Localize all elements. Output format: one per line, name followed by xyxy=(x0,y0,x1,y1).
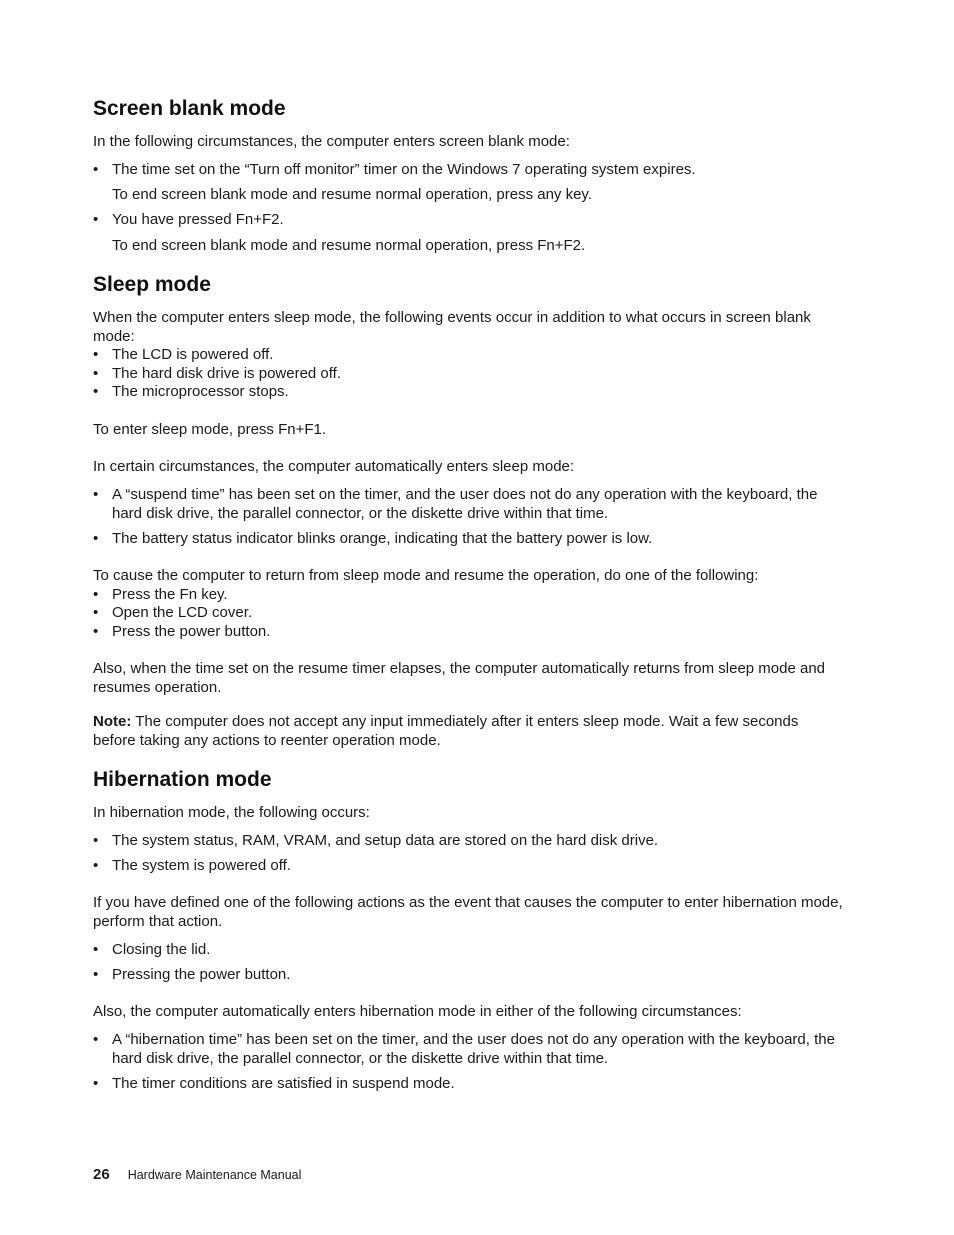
sleep-note xyxy=(93,712,845,750)
list-item: • The battery status indicator blinks orange, indicating that the battery power is low. xyxy=(93,530,653,547)
screen-blank-intro: In the following circumstances, the computer enters screen blank mode: xyxy=(93,133,570,150)
bullet: • xyxy=(93,486,99,503)
hibernation-intro: In hibernation mode, the following occurs: xyxy=(93,804,370,821)
heading-sleep-mode: Sleep mode xyxy=(93,273,211,296)
bullet: • xyxy=(93,857,99,874)
bullet: • xyxy=(93,832,99,849)
list-item: • A “suspend time” has been set on the timer, and the user does not do any operation with the keyboard, the hard disk drive, the parallel connector, or the diskette drive within that time. xyxy=(93,486,818,522)
bullet: • xyxy=(93,623,99,640)
bullet: • xyxy=(93,346,99,363)
list-item: • Closing the lid. xyxy=(93,941,211,958)
footer-title: Hardware Maintenance Manual xyxy=(127,1168,302,1182)
heading-hibernation-mode: Hibernation mode xyxy=(93,768,272,791)
list-item: • The microprocessor stops. xyxy=(93,383,289,400)
bullet: • xyxy=(93,966,99,983)
list-item: • The system status, RAM, VRAM, and setup data are stored on the hard disk drive. xyxy=(93,832,659,849)
sleep-auto-intro: In certain circumstances, the computer automatically enters sleep mode: xyxy=(93,458,575,475)
bullet: • xyxy=(93,941,99,958)
page-footer xyxy=(93,1166,301,1183)
hibernation-defined-intro: If you have defined one of the following actions as the event that causes the computer to enter hibernation mode, perform that action. xyxy=(93,894,843,930)
bullet: • xyxy=(93,211,99,228)
list-item: • A “hibernation time” has been set on the timer, and the user does not do any operation with the keyboard, the hard disk drive, the parallel connector, or the diskette drive within that time. xyxy=(93,1031,835,1067)
list-item: • The LCD is powered off. xyxy=(93,346,274,363)
sleep-resume-intro: To cause the computer to return from sleep mode and resume the operation, do one of the following: xyxy=(93,567,759,584)
bullet: • xyxy=(93,1031,99,1048)
bullet: • xyxy=(93,365,99,382)
list-item: • You have pressed Fn+F2. xyxy=(93,211,284,228)
list-item-sub: To end screen blank mode and resume normal operation, press Fn+F2. xyxy=(112,237,586,254)
bullet: • xyxy=(93,161,99,178)
list-item: • The system is powered off. xyxy=(93,857,291,874)
list-item: • Open the LCD cover. xyxy=(93,604,253,621)
list-item: • The time set on the “Turn off monitor” timer on the Windows 7 operating system expires. xyxy=(93,161,696,178)
bullet: • xyxy=(93,1075,99,1092)
sleep-timer-text: Also, when the time set on the resume timer elapses, the computer automatically returns from sleep mode and resumes operation. xyxy=(93,660,826,696)
list-item: • The timer conditions are satisfied in suspend mode. xyxy=(93,1075,455,1092)
list-item: • Press the power button. xyxy=(93,623,271,640)
bullet: • xyxy=(93,383,99,400)
sleep-intro: When the computer enters sleep mode, the following events occur in addition to what occurs in screen blank mode: xyxy=(93,309,811,345)
list-item: • Pressing the power button. xyxy=(93,966,291,983)
note-label: Note: xyxy=(93,713,132,730)
heading-screen-blank-mode: Screen blank mode xyxy=(93,97,286,120)
bullet: • xyxy=(93,604,99,621)
page-number: 26 xyxy=(93,1166,110,1183)
list-item-sub: To end screen blank mode and resume normal operation, press any key. xyxy=(112,186,592,203)
note-text: The computer does not accept any input immediately after it enters sleep mode. Wait a few seconds before taking any actions to reenter operation mode. xyxy=(93,713,799,749)
hibernation-auto-intro: Also, the computer automatically enters hibernation mode in either of the following circumstances: xyxy=(93,1003,742,1020)
sleep-enter: To enter sleep mode, press Fn+F1. xyxy=(93,421,327,438)
bullet: • xyxy=(93,530,99,547)
bullet: • xyxy=(93,586,99,603)
list-item: • The hard disk drive is powered off. xyxy=(93,365,342,382)
list-item: • Press the Fn key. xyxy=(93,586,228,603)
